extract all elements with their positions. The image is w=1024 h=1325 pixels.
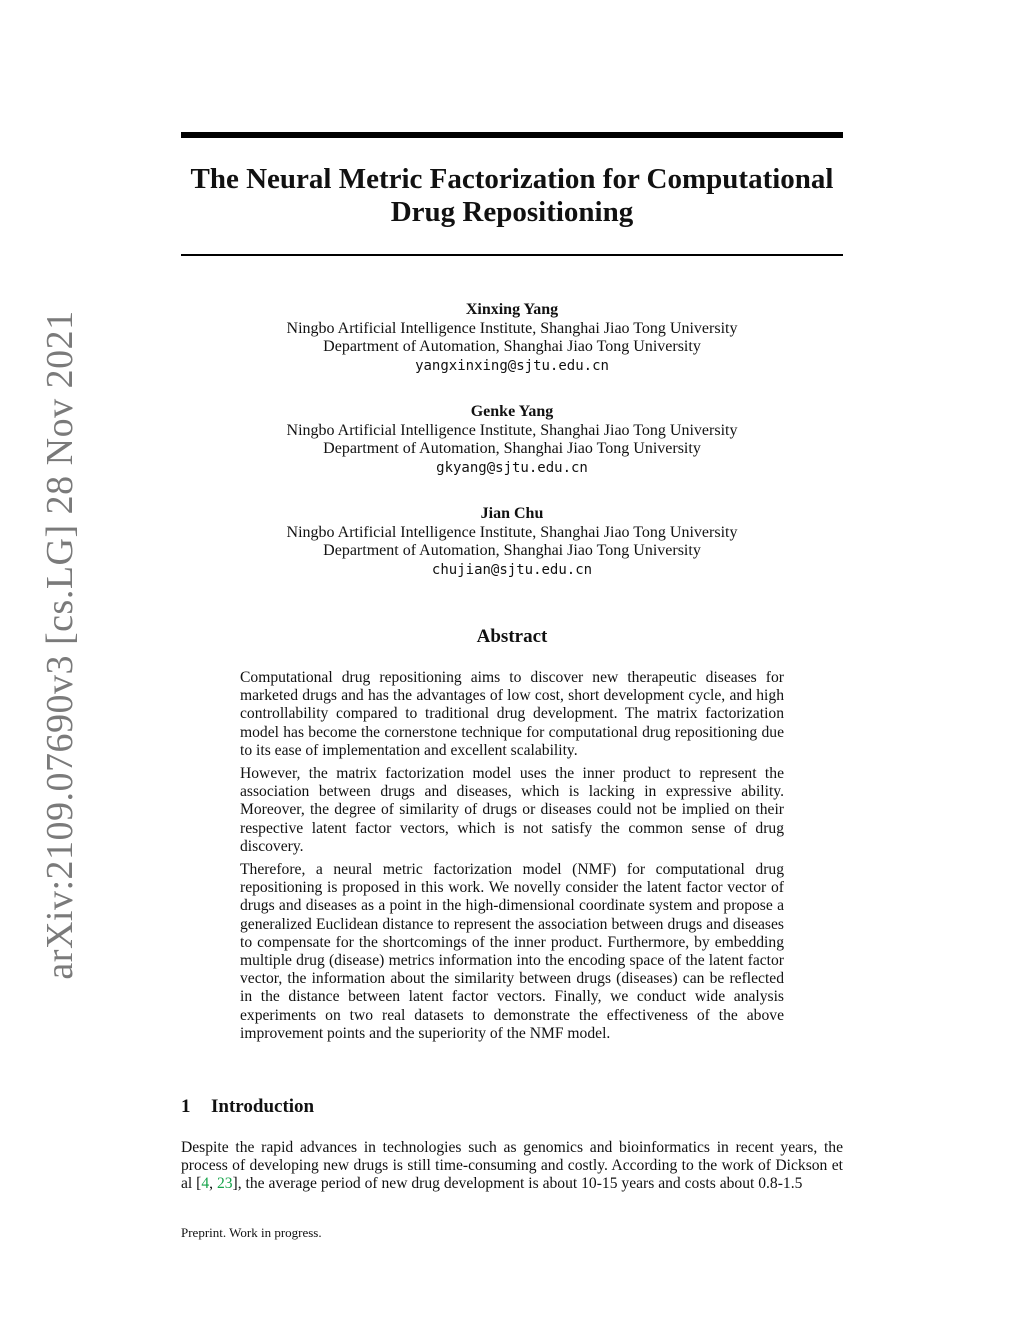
intro-text: Despite the rapid advances in technologies such as genomics and bioinformatics in recent years, the process of developing new drugs is still time-consuming and costly. According to the work of Dickson et al [ — [181, 1139, 843, 1193]
intro-text: ], the average period of new drug development is about 10-15 years and costs about 0.8-1.5 — [232, 1175, 803, 1193]
abstract-paragraph: Therefore, a neural metric factorization model (NMF) for computational drug repositioning is proposed in this work. We novelly consider the latent factor vector of drugs and diseases as a point in the high-dimensional coordinate system and propose a generalized Euclidean distance to represent the association between drugs and diseases to compensate for the shortcomings of the inner product. Furthermore, by embedding multiple drug (disease) metrics information into the encoding space of the latent factor vector, the information about the similarity between drugs (diseases) can be reflected in the distance between latent factor vectors. Finally, we conduct wide analysis experiments on two real datasets to demonstrate the effectiveness of the above improvement points and the superiority of the NMF model. — [240, 861, 784, 1042]
title-bottom-rule — [181, 254, 843, 256]
section-number: 1 — [181, 1096, 191, 1117]
title-top-rule — [181, 132, 843, 138]
author-name: Xinxing Yang — [465, 301, 559, 318]
author-email[interactable]: chujian@sjtu.edu.cn — [431, 561, 593, 578]
author-affiliation: Ningbo Artificial Intelligence Institute, Shanghai Jiao Tong University — [286, 319, 738, 337]
section-title: Introduction — [211, 1096, 315, 1117]
paper-title — [181, 163, 843, 229]
citation-separator: , — [209, 1175, 217, 1193]
author-affiliation: Department of Automation, Shanghai Jiao Tong University — [323, 440, 701, 457]
title-line: Drug Repositioning — [390, 196, 634, 228]
author-affiliation: Ningbo Artificial Intelligence Institute, Shanghai Jiao Tong University — [286, 421, 738, 439]
abstract-paragraph: However, the matrix factorization model uses the inner product to represent the association between drugs and diseases, which is lacking in expressive ability. Moreover, the degree of similarity of drugs or diseases could not be implied on their respective latent factor vectors, which is not satisfy the common sense of drug discovery. — [240, 765, 784, 855]
title-line: The Neural Metric Factorization for Computational — [190, 163, 834, 195]
abstract-heading: Abstract — [476, 626, 548, 647]
abstract-paragraph: Computational drug repositioning aims to discover new therapeutic diseases for marketed drugs and has the advantages of low cost, short development cycle, and high controllability compared to traditional drug development. The matrix factorization model has become the cornerstone technique for computational drug repositioning due to its ease of implementation and excellent scalability. — [240, 669, 784, 759]
citation-link[interactable]: 4 — [201, 1175, 210, 1193]
section-heading-introduction — [181, 1096, 314, 1118]
author-affiliation: Ningbo Artificial Intelligence Institute, Shanghai Jiao Tong University — [286, 523, 738, 541]
arxiv-side-identifier: arXiv:2109.07690v3 [cs.LG] 28 Nov 2021 — [39, 310, 81, 980]
author-block — [181, 301, 843, 375]
citation-link[interactable]: 23 — [216, 1175, 233, 1193]
author-affiliation: Department of Automation, Shanghai Jiao Tong University — [323, 338, 701, 355]
author-block — [181, 403, 843, 477]
introduction-paragraph — [181, 1139, 843, 1194]
author-email[interactable]: gkyang@sjtu.edu.cn — [436, 459, 588, 476]
author-block — [181, 505, 843, 579]
page-footer: Preprint. Work in progress. — [181, 1225, 322, 1240]
author-name: Genke Yang — [470, 403, 554, 420]
abstract-body — [240, 669, 784, 1048]
author-email[interactable]: yangxinxing@sjtu.edu.cn — [415, 357, 609, 374]
author-name: Jian Chu — [480, 505, 544, 522]
introduction-body — [181, 1139, 843, 1194]
author-affiliation: Department of Automation, Shanghai Jiao Tong University — [323, 542, 701, 559]
